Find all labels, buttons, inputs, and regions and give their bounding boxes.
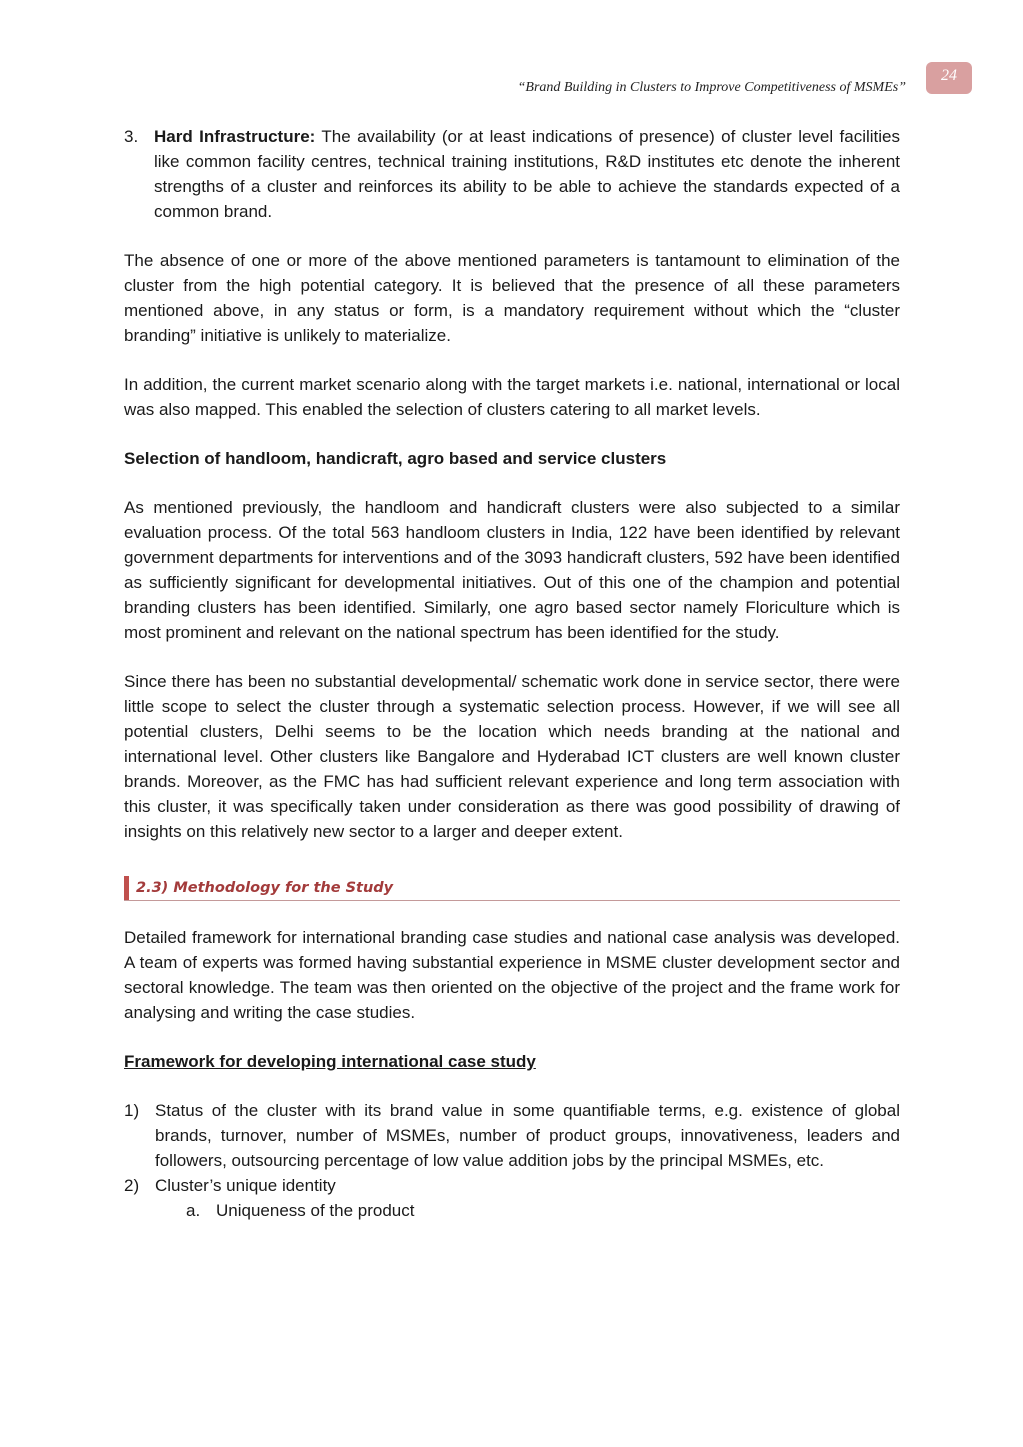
running-header-title: “Brand Building in Clusters to Improve Competitiveness of MSMEs”	[517, 80, 906, 95]
item-description: The availability (or at least indications of presence) of cluster level facilities like common facility centres, technical training institutions, R&D institutes etc denote the inherent strengths of a cluster and reinforces its ability to be able to achieve the standards expected of a common brand.	[154, 127, 901, 221]
list-item-text: Cluster’s unique identity	[155, 1176, 336, 1195]
paragraph-absence: The absence of one or more of the above mentioned parameters is tantamount to elimination of the cluster from the high potential category. It is believed that the presence of all these parameters mentioned above, in any status or form, is a mandatory requirement without which the “cluster branding” initiative is unlikely to materialize.	[124, 251, 900, 345]
paragraph-since: Since there has been no substantial developmental/ schematic work done in service sector, there were little scope to select the cluster through a systematic selection process. However, if we will see all potential clusters, Delhi seems to be the location which needs branding at the national and international level. Other clusters like Bangalore and Hyderabad ICT clusters are well known cluster brands. Moreover, as the FMC has had sufficient relevant experience and long term association with this cluster, it was specifically taken under consideration as there was good possibility of drawing of insights on this relatively new sector to a larger and deeper extent.	[124, 672, 900, 841]
framework-list-item	[124, 1098, 900, 1173]
framework-sub-item	[186, 1198, 900, 1223]
sub-item-label: a.	[186, 1201, 201, 1220]
methodology-section-heading	[124, 876, 900, 901]
paragraph-detailed: Detailed framework for international branding case studies and national case analysis was developed. A team of experts was formed having substantial experience in MSME cluster development sector and sectoral knowledge. The team was then oriented on the objective of the project and the frame work for analysing and writing the case studies.	[124, 928, 900, 1022]
page-number-badge: 24	[926, 62, 972, 94]
sub-item-text: Uniqueness of the product	[216, 1201, 415, 1220]
item-term: Hard Infrastructure:	[154, 127, 316, 146]
list-item-number: 1)	[124, 1101, 140, 1120]
page-content	[124, 124, 900, 1223]
framework-heading: Framework for developing international case study	[124, 1052, 536, 1071]
selection-heading: Selection of handloom, handicraft, agro based and service clusters	[124, 449, 667, 468]
hard-infrastructure-item	[124, 124, 900, 224]
list-item-text: Status of the cluster with its brand value in some quantifiable terms, e.g. existence of global brands, turnover, number of MSMEs, number of product groups, innovativeness, leaders and followers, outsourcing percentage of low value addition jobs by the principal MSMEs, etc.	[155, 1101, 900, 1170]
section-accent-bar	[124, 876, 129, 900]
section-heading-text: 2.3) Methodology for the Study	[136, 880, 394, 896]
item-number: 3.	[124, 127, 139, 146]
list-item-number: 2)	[124, 1176, 140, 1195]
paragraph-mentioned: As mentioned previously, the handloom and handicraft clusters were also subjected to a similar evaluation process. Of the total 563 handloom clusters in India, 122 have been identified by relevant government departments for interventions and of the 3093 handicraft clusters, 592 have been identified as sufficiently significant for developmental initiatives. Out of this one of the champion and potential branding clusters has been identified. Similarly, one agro based sector namely Floriculture which is most prominent and relevant on the national spectrum has been identified for the study.	[124, 498, 900, 642]
paragraph-addition: In addition, the current market scenario along with the target markets i.e. national, international or local was also mapped. This enabled the selection of clusters catering to all market levels.	[124, 375, 900, 419]
framework-list-item	[124, 1173, 900, 1198]
item-text	[154, 124, 900, 224]
